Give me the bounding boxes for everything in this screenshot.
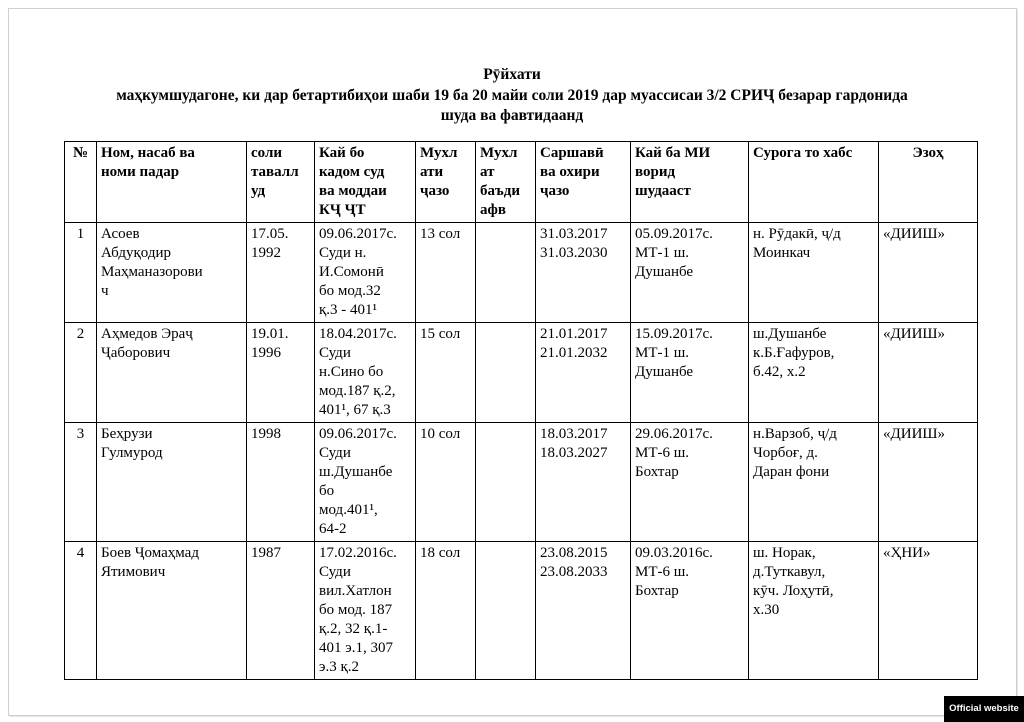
pre-arrest-address	[749, 223, 879, 323]
detainee-table	[64, 141, 978, 680]
cell-text: 21.01.2032	[540, 345, 608, 361]
cell-text: 23.08.2033	[540, 564, 608, 580]
cell-text: Суди	[319, 345, 351, 361]
header-number	[65, 142, 97, 223]
header-birth-year	[247, 142, 315, 223]
note	[879, 542, 978, 680]
header-text: Ном, насаб ва	[101, 145, 195, 161]
sentence-term	[416, 323, 476, 423]
birth-year	[247, 323, 315, 423]
note	[879, 423, 978, 542]
header-text: уд	[251, 183, 266, 199]
table-row	[65, 323, 978, 423]
birth-year	[247, 542, 315, 680]
full-name	[97, 542, 247, 680]
header-start-end	[536, 142, 631, 223]
header-text: ҷазо	[420, 183, 450, 199]
arrival-date	[631, 223, 749, 323]
header-text: ат	[480, 164, 495, 180]
header-text: ворид	[635, 164, 676, 180]
cell-text: 15.09.2017с.	[635, 326, 713, 342]
header-name	[97, 142, 247, 223]
cell-text: кӯч. Лоҳутӣ,	[753, 583, 834, 599]
court-article	[315, 423, 416, 542]
cell-text: 31.03.2030	[540, 245, 608, 261]
cell-text: «ДИИШ»	[883, 226, 946, 242]
cell-text: 19.01.	[251, 326, 289, 342]
table-row	[65, 223, 978, 323]
birth-year	[247, 423, 315, 542]
note	[879, 223, 978, 323]
header-note	[879, 142, 978, 223]
cell-text: 64-2	[319, 521, 347, 537]
cell-text: 05.09.2017с.	[635, 226, 713, 242]
cell-text: ш.Душанбе	[753, 326, 827, 342]
full-name	[97, 223, 247, 323]
cell-text: бо	[319, 483, 335, 499]
cell-text: э.3 қ.2	[319, 659, 359, 675]
cell-text: Бохтар	[635, 583, 679, 599]
cell-text: 23.08.2015	[540, 545, 608, 561]
header-term-after-amnesty	[476, 142, 536, 223]
cell-text: Маҳманазорови	[101, 264, 203, 280]
header-text: Мухл	[420, 145, 458, 161]
cell-text: х.30	[753, 602, 780, 618]
sentence-term	[416, 223, 476, 323]
cell-text: Боев Ҷомаҳмад	[101, 545, 199, 561]
header-term	[416, 142, 476, 223]
header-text: тавалл	[251, 164, 299, 180]
birth-year	[247, 223, 315, 323]
header-text: Саршавӣ	[540, 145, 604, 161]
court-article	[315, 542, 416, 680]
cell-text: 09.06.2017с.	[319, 426, 397, 442]
header-arrival	[631, 142, 749, 223]
cell-text: Асоев	[101, 226, 140, 242]
header-text: кадом суд	[319, 164, 385, 180]
header-address	[749, 142, 879, 223]
cell-text: бо мод.32	[319, 283, 381, 299]
table-header-row	[65, 142, 978, 223]
sentence-term	[416, 423, 476, 542]
header-text: ҷазо	[540, 183, 570, 199]
pre-arrest-address	[749, 423, 879, 542]
cell-text: Абдуқодир	[101, 245, 171, 261]
cell-text: қ.3 - 401¹	[319, 302, 378, 318]
cell-text: 1998	[251, 426, 281, 442]
full-name	[97, 423, 247, 542]
cell-text: б.42, х.2	[753, 364, 806, 380]
cell-text: Суди	[319, 445, 351, 461]
cell-text: 17.02.2016с.	[319, 545, 397, 561]
row-number: 1	[65, 223, 97, 323]
cell-text: 17.05.	[251, 226, 289, 242]
cell-text: Гулмурод	[101, 445, 163, 461]
sentence-start-end	[536, 423, 631, 542]
cell-text: 18 сол	[420, 545, 461, 561]
cell-text: 10 сол	[420, 426, 461, 442]
cell-text: н.Сино бо	[319, 364, 384, 380]
cell-text: Ҷаборович	[101, 345, 171, 361]
cell-text: МТ-6 ш.	[635, 564, 690, 580]
header-court	[315, 142, 416, 223]
cell-text: 18.04.2017с.	[319, 326, 397, 342]
cell-text: «ДИИШ»	[883, 426, 946, 442]
cell-text: мод.401¹,	[319, 502, 378, 518]
term-after-amnesty	[476, 223, 536, 323]
cell-text: 09.06.2017с.	[319, 226, 397, 242]
table-row	[65, 542, 978, 680]
cell-text: 1987	[251, 545, 281, 561]
arrival-date	[631, 423, 749, 542]
cell-text: н. Рӯдакӣ, ҷ/д	[753, 226, 841, 242]
cell-text: вил.Хатлон	[319, 583, 392, 599]
cell-text: Суди н.	[319, 245, 367, 261]
term-after-amnesty	[476, 542, 536, 680]
header-text: Эзоҳ	[912, 145, 944, 161]
cell-text: 18.03.2017	[540, 426, 608, 442]
header-text: Кай ба МИ	[635, 145, 711, 161]
document-subtitle: маҳкумшудагоне, ки дар бетартибиҳои шаби 19 ба 20 майи соли 2019 дар муассисаи 3/2 СРИҶ безарар гардонида	[116, 87, 908, 104]
header-text: Сурога то хабс	[753, 145, 853, 161]
cell-text: к.Б.Ғафуров,	[753, 345, 835, 361]
cell-text: 31.03.2017	[540, 226, 608, 242]
header-text: КҶ ҶТ	[319, 202, 366, 218]
cell-text: Суди	[319, 564, 351, 580]
cell-text: Душанбе	[635, 364, 694, 380]
arrival-date	[631, 323, 749, 423]
cell-text: Бохтар	[635, 464, 679, 480]
table-row	[65, 423, 978, 542]
cell-text: 1992	[251, 245, 281, 261]
sentence-term	[416, 542, 476, 680]
header-text: шудааст	[635, 183, 691, 199]
cell-text: Моинкач	[753, 245, 811, 261]
sentence-start-end	[536, 223, 631, 323]
cell-text: МТ-1 ш.	[635, 245, 690, 261]
cell-text: Чорбоғ, д.	[753, 445, 818, 461]
note	[879, 323, 978, 423]
term-after-amnesty	[476, 423, 536, 542]
cell-text: қ.2, 32 қ.1-	[319, 621, 388, 637]
cell-text: бо мод. 187	[319, 602, 393, 618]
document-subtitle-continued: шуда ва фавтидаанд	[440, 107, 584, 124]
sentence-start-end	[536, 542, 631, 680]
cell-text: ш.Душанбе	[319, 464, 393, 480]
header-text: №	[72, 145, 89, 161]
cell-text: «ҲНИ»	[883, 545, 931, 561]
cell-text: И.Сомонӣ	[319, 264, 384, 280]
cell-text: 401 э.1, 307	[319, 640, 393, 656]
full-name	[97, 323, 247, 423]
header-text: афв	[480, 202, 506, 218]
pre-arrest-address	[749, 542, 879, 680]
cell-text: мод.187 қ.2,	[319, 383, 396, 399]
cell-text: 29.06.2017с.	[635, 426, 713, 442]
cell-text: 15 сол	[420, 326, 461, 342]
header-text: соли	[251, 145, 283, 161]
cell-text: Даран фони	[753, 464, 830, 480]
cell-text: ш. Норак,	[753, 545, 816, 561]
cell-text: «ДИИШ»	[883, 326, 946, 342]
document-title: Рӯйхати	[483, 66, 541, 83]
arrival-date	[631, 542, 749, 680]
row-number: 2	[65, 323, 97, 423]
term-after-amnesty	[476, 323, 536, 423]
pre-arrest-address	[749, 323, 879, 423]
cell-text: д.Туткавул,	[753, 564, 826, 580]
cell-text: 1996	[251, 345, 281, 361]
header-text: баъди	[480, 183, 520, 199]
header-text: ва охири	[540, 164, 600, 180]
cell-text: МТ-1 ш.	[635, 345, 690, 361]
cell-text: Ятимович	[101, 564, 166, 580]
cell-text: 18.03.2027	[540, 445, 608, 461]
court-article	[315, 223, 416, 323]
court-article	[315, 323, 416, 423]
cell-text: н.Варзоб, ҷ/д	[753, 426, 837, 442]
cell-text: Душанбе	[635, 264, 694, 280]
cell-text: 13 сол	[420, 226, 461, 242]
header-text: Кай бо	[319, 145, 365, 161]
header-text: ати	[420, 164, 444, 180]
row-number: 3	[65, 423, 97, 542]
header-text: номи падар	[101, 164, 180, 180]
header-text: ва моддаи	[319, 183, 387, 199]
cell-text: МТ-6 ш.	[635, 445, 690, 461]
cell-text: 09.03.2016с.	[635, 545, 713, 561]
cell-text: ч	[101, 283, 109, 299]
cell-text: 401¹, 67 қ.3	[319, 402, 391, 418]
watermark-badge: Official website	[944, 696, 1024, 722]
cell-text: Аҳмедов Эраҷ	[101, 326, 193, 342]
row-number: 4	[65, 542, 97, 680]
cell-text: Беҳрузи	[101, 426, 153, 442]
sentence-start-end	[536, 323, 631, 423]
cell-text: 21.01.2017	[540, 326, 608, 342]
header-text: Мухл	[480, 145, 518, 161]
